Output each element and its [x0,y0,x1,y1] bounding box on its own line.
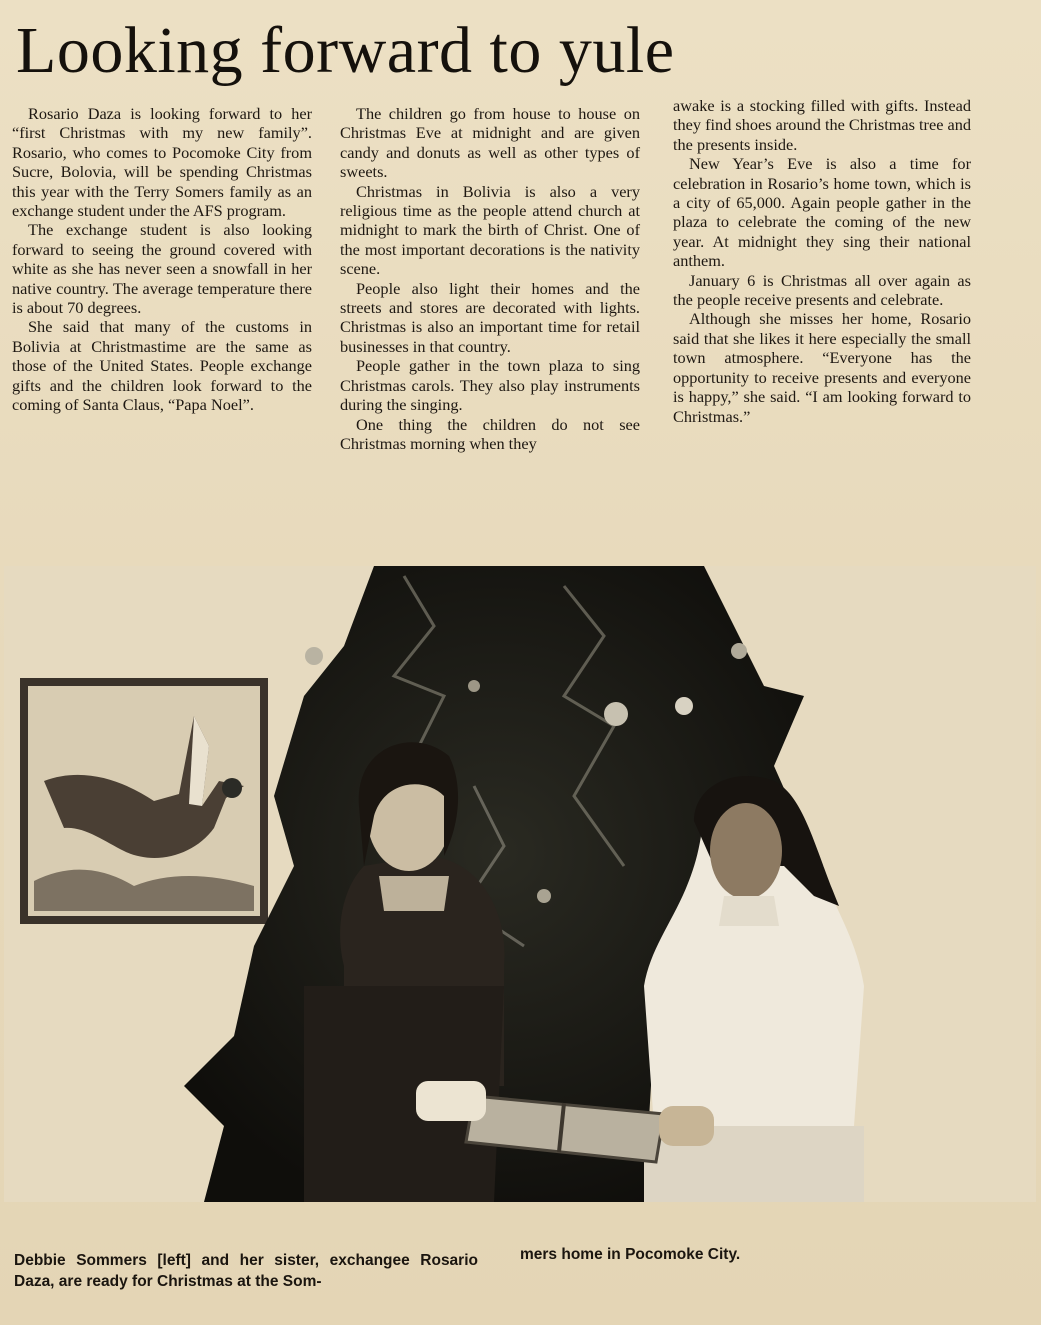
article-column-2 [340,104,640,453]
photo-illustration [4,566,1036,1202]
paragraph: New Year’s Eve is also a time for celebration in Rosario’s home town, which is a city of 65,000. Again people gather in the plaza to celebrate the coming of the new year. At midnight they sing their national anthem. [673,154,971,271]
photo-caption-part-1: Debbie Sommers [left] and her sister, exchangee Rosario Daza, are ready for Christmas at the Som- [14,1252,478,1290]
paragraph: Rosario Daza is looking forward to her “first Christmas with my new family”. Rosario, who comes to Pocomoke City from Sucre, Bolovia, will be spending Christmas this year with the Terry Somers family as an exchange student under the AFS program. [12,104,312,221]
paragraph: She said that many of the customs in Bolivia at Christmastime are the same as those of the United States. People exchange gifts and the children look forward to the coming of Santa Claus, “Papa Noel”. [12,317,312,415]
paragraph: January 6 is Christmas all over again as the people receive presents and celebrate. [673,270,971,310]
article-column-1 [12,104,312,415]
article-column-3 [673,96,971,426]
christmas-photo [4,566,1036,1202]
paragraph: People gather in the town plaza to sing Christmas carols. They also play instruments during the singing. [340,356,640,415]
paragraph: Although she misses her home, Rosario said that she likes it here especially the small town atmosphere. “Everyone has the opportunity to receive presents and everyone is happy,” she said. “I am looking forward to Christmas.” [673,309,971,426]
paragraph: Christmas in Bolivia is also a very religious time as the people attend church at midnight to mark the birth of Christ. One of the most important decorations is the nativity scene. [340,181,640,279]
paragraph: The children go from house to house on Christmas Eve at midnight and are given candy and donuts as well as other types of sweets. [340,104,640,182]
paragraph: The exchange student is also looking forward to seeing the ground covered with white as she has never seen a snowfall in her native country. The average temperature there is about 70 degrees. [12,220,312,318]
framed-duck-picture [20,678,268,924]
headline: Looking forward to yule [16,14,675,87]
paragraph: People also light their homes and the streets and stores are decorated with lights. Christmas is also an important time for retail businesses in that country. [340,278,640,356]
paragraph: One thing the children do not see Christmas morning when they [340,414,640,453]
paragraph: awake is a stocking filled with gifts. Instead they find shoes around the Christmas tree and the presents inside. [673,96,971,154]
photo-caption-part-2: mers home in Pocomoke City. [520,1246,741,1263]
